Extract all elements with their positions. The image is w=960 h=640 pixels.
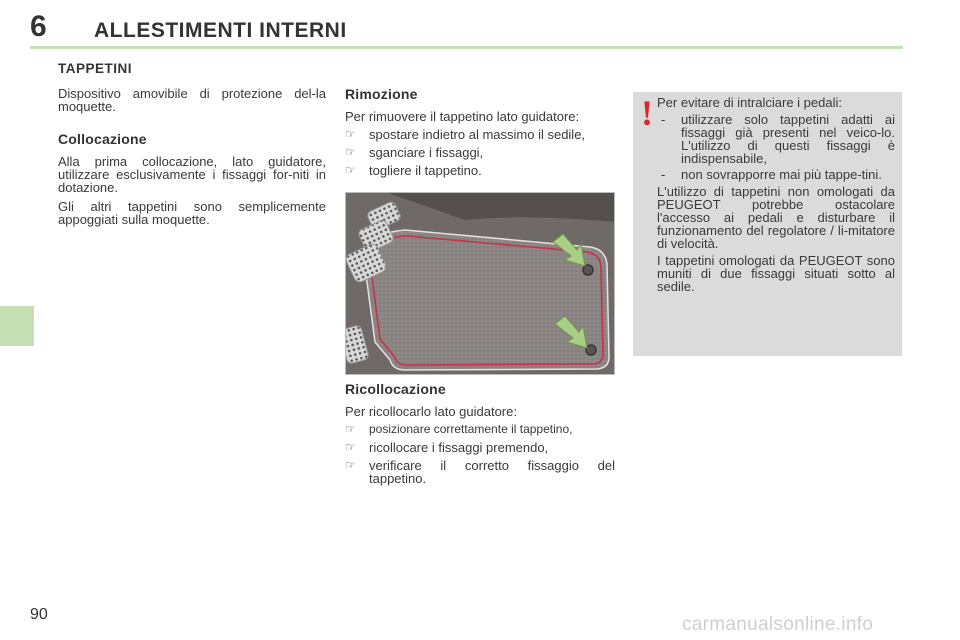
warning-text — [657, 96, 895, 297]
fastener — [583, 265, 593, 275]
warning-paragraph: L'utilizzo di tappetini non omologati da PEUGEOT potrebbe ostacolare l'accesso ai pedali e disturbare il funzionamento del regolatore / li-mitatore di velocità. — [657, 184, 895, 251]
ricollocazione-lead: Per ricollocarlo lato guidatore: — [345, 404, 517, 419]
watermark: carmanualsonline.info — [682, 614, 874, 635]
chapter-title: ALLESTIMENTI INTERNI — [94, 19, 347, 42]
list-item: ☞ posizionare correttamente il tappetino, — [345, 422, 573, 436]
rimozione-steps — [345, 128, 615, 177]
warning-intro: Per evitare di intralciare i pedali: — [657, 95, 842, 110]
page-number: 90 — [30, 606, 48, 623]
fastener — [586, 345, 596, 355]
list-item: ☞ sganciare i fissaggi, — [345, 145, 484, 160]
warning-list — [657, 113, 895, 181]
section-title: TAPPETINI — [58, 61, 133, 76]
warning-paragraph: I tappetini omologati da PEUGEOT sono muniti di due fissaggi situati sotto al sedile. — [657, 253, 895, 294]
ricollocazione-heading: Ricollocazione — [345, 381, 446, 397]
list-item: ☞ togliere il tappetino. — [345, 163, 482, 178]
pointing-hand-bullet-icon: ☞ — [345, 440, 356, 454]
warning-exclamation-icon: ! — [641, 93, 653, 133]
chapter-number: 6 — [30, 10, 47, 43]
pointing-hand-bullet-icon: ☞ — [345, 127, 356, 141]
list-item: ☞ ricollocare i fissaggi premendo, — [345, 440, 549, 455]
intro-paragraph: Dispositivo amovibile di protezione del-la moquette. — [58, 86, 326, 114]
floor-mat-photo — [345, 192, 615, 375]
rimozione-lead: Per rimuovere il tappetino lato guidatore: — [345, 109, 580, 124]
collocazione-heading: Collocazione — [58, 131, 147, 147]
list-item: - utilizzare solo tappetini adatti ai fissaggi già presenti nel veico-lo. L'utilizzo di questi fissaggi è indispensabile, — [661, 112, 895, 166]
header-rule — [30, 46, 903, 49]
column-middle-lower — [345, 383, 615, 490]
chapter-side-tab — [0, 306, 34, 346]
column-left — [58, 62, 326, 232]
pointing-hand-bullet-icon: ☞ — [345, 458, 356, 472]
column-middle — [345, 88, 615, 182]
pointing-hand-bullet-icon: ☞ — [345, 422, 356, 436]
pointing-hand-bullet-icon: ☞ — [345, 145, 356, 159]
list-item: ☞ verificare il corretto fissaggio del tappetino. — [345, 458, 615, 486]
list-item: - non sovrapporre mai più tappe-tini. — [661, 167, 882, 182]
pointing-hand-bullet-icon: ☞ — [345, 163, 356, 177]
collocazione-paragraph: Alla prima collocazione, lato guidatore, utilizzare esclusivamente i fissaggi for-niti in dotazione. — [58, 154, 326, 195]
rimozione-heading: Rimozione — [345, 86, 418, 102]
ricollocazione-steps — [345, 423, 615, 485]
collocazione-paragraph: Gli altri tappetini sono semplicemente appoggiati sulla moquette. — [58, 199, 326, 227]
list-item: ☞ spostare indietro al massimo il sedile, — [345, 127, 586, 142]
warning-box — [633, 92, 902, 356]
